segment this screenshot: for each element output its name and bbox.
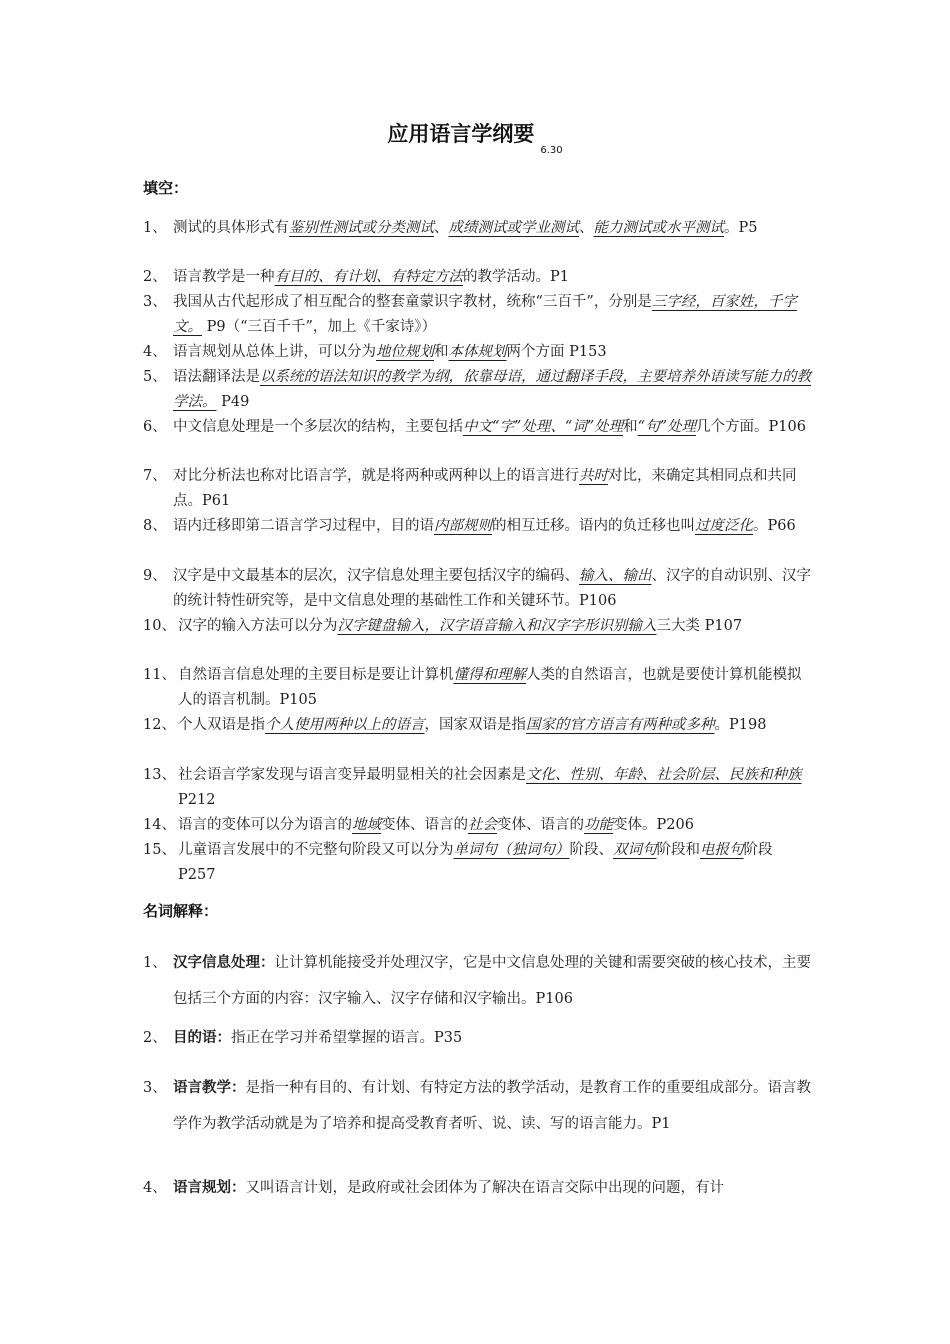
item-number: 4、 — [143, 1180, 167, 1196]
item-number: 5、 — [143, 369, 167, 385]
item-text: 变体、语言的 — [381, 817, 468, 833]
title-text: 应用语言学纲要 — [387, 122, 535, 146]
item-number: 6、 — [143, 419, 167, 435]
item-number: 4、 — [143, 344, 167, 360]
answer-text: 国家的官方语言有两种或多种 — [526, 717, 715, 733]
item-number: 1、 — [143, 220, 167, 236]
item-text: 、 — [434, 220, 449, 236]
item-text: 阶段、 — [569, 842, 613, 858]
item-number: 3、 — [143, 1080, 167, 1096]
item-text: ，国家双语是指 — [424, 717, 526, 733]
item-text: 两个方面 P153 — [506, 344, 607, 360]
item-number: 3、 — [143, 294, 167, 310]
terms-heading: 名词解释： — [143, 902, 219, 920]
fill-item — [143, 216, 811, 241]
fill-item — [143, 564, 811, 613]
item-text: 社会语言学家发现与语言变异最明显相关的社会因素是 — [178, 767, 526, 783]
answer-text: 过度泛化 — [695, 518, 753, 534]
answer-text: 社会 — [468, 817, 497, 833]
answer-text: 地域 — [352, 817, 381, 833]
answer-text: 内部规则 — [434, 518, 492, 534]
item-text: 阶段和 — [656, 842, 700, 858]
fill-item — [143, 464, 811, 513]
fill-item — [143, 265, 811, 290]
term-label: 汉字信息处理： — [173, 955, 275, 971]
item-text: P9（“三百千千”，加上《千家诗》） — [202, 318, 437, 335]
term-definition: 让计算机能接受并处理汉字，它是中文信息处理的关键和需要突破的核心技术，主要包括三个方面的内容：汉字输入、汉字存储和汉字输出。P106 — [173, 955, 811, 1007]
item-text: 汉字是中文最基本的层次，汉字信息处理主要包括汉字的编码、 — [173, 568, 579, 584]
item-text: P212 — [178, 791, 216, 808]
item-text: 变体、语言的 — [497, 817, 584, 833]
answer-text: 中文“字”处理、“词”处理 — [463, 419, 624, 435]
item-text: 儿童语言发展中的不完整句阶段又可以分为 — [178, 842, 454, 858]
item-number: 13、 — [143, 767, 176, 783]
fill-item — [143, 813, 811, 838]
fill-item — [143, 614, 811, 639]
date-label: 6.30 — [540, 145, 563, 156]
answer-text: 以系统的语法知识的教学为纲，依靠母语，通过翻译手段，主要培养外语读写能力的教学法。 — [173, 369, 811, 410]
answer-text: 懂得和理解 — [453, 667, 526, 683]
answer-text: 成绩测试或学业测试 — [448, 220, 579, 236]
fill-heading: 填空： — [143, 179, 189, 197]
item-text: 对比，来确定其相同点和共同点。P61 — [173, 468, 797, 509]
item-text: 人类的自然语言，也就是要使计算机能模拟人的语言机制。P105 — [178, 667, 802, 708]
fill-item — [143, 663, 811, 712]
item-text: 语法翻译法是 — [173, 369, 260, 385]
item-text: 语言的变体可以分为语言的 — [178, 817, 352, 833]
item-text: 自然语言信息处理的主要目标是要让计算机 — [178, 667, 454, 683]
item-number: 11、 — [143, 667, 176, 683]
term-definition: 指正在学习并希望掌握的语言。P35 — [231, 1030, 463, 1046]
item-number: 10、 — [143, 618, 176, 634]
item-text: 中文信息处理是一个多层次的结构，主要包括 — [173, 419, 463, 435]
item-text: 语言规划从总体上讲，可以分为 — [173, 344, 376, 360]
item-text: 、 — [579, 220, 594, 236]
item-text: 测试的具体形式有 — [173, 220, 289, 236]
fill-item — [143, 838, 811, 887]
answer-text: 三字经，百家姓，千字文。 — [173, 294, 797, 335]
term-definition: 是指一种有目的、有计划、有特定方法的教学活动，是教育工作的重要组成部分。语言教学作为教学活动就是为了培养和提高受教育者听、说、读、写的语言能力。P1 — [173, 1080, 811, 1132]
fill-item — [143, 713, 811, 738]
item-text: 语言教学是一种 — [173, 269, 275, 285]
item-number: 2、 — [143, 269, 167, 285]
answer-text: “句”处理 — [637, 419, 696, 435]
item-text: P49 — [216, 393, 250, 410]
item-text: 阶段 P257 — [178, 842, 773, 883]
item-number: 8、 — [143, 518, 167, 534]
item-text: 和 — [434, 344, 449, 360]
answer-text: 鉴别性测试或分类测试 — [289, 220, 434, 236]
term-item — [143, 1170, 811, 1206]
fill-item — [143, 514, 811, 539]
answer-text: 共时 — [579, 468, 608, 484]
answer-text: 电报句 — [700, 842, 744, 858]
item-text: 的教学活动。P1 — [463, 269, 569, 285]
item-number: 12、 — [143, 717, 176, 733]
item-text: 个人双语是指 — [178, 717, 265, 733]
item-text: 对比分析法也称对比语言学，就是将两种或两种以上的语言进行 — [173, 468, 579, 484]
item-text: 我国从古代起形成了相互配合的整套童蒙识字教材，统称“三百千”，分别是 — [173, 294, 652, 310]
answer-text: 文化、性别、年龄、社会阶层、民族和种族 — [526, 767, 802, 783]
item-number: 15、 — [143, 842, 176, 858]
item-text: 变体。P206 — [613, 817, 694, 833]
item-number: 2、 — [143, 1030, 167, 1046]
item-text: 和 — [623, 419, 638, 435]
term-item — [143, 1020, 811, 1056]
item-text: 。P66 — [753, 518, 796, 534]
item-text: 三大类 P107 — [656, 618, 743, 634]
term-label: 语言规划： — [173, 1180, 246, 1196]
answer-text: 个人使用两种以上的语言 — [265, 717, 425, 733]
term-label: 语言教学： — [173, 1080, 246, 1096]
term-item — [143, 1070, 811, 1142]
item-text: 的相互迁移。语内的负迁移也叫 — [492, 518, 695, 534]
item-text: 几个方面。P106 — [695, 419, 806, 435]
answer-text: 汉字键盘输入，汉字语音输入和汉字字形识别输入 — [337, 618, 657, 634]
answer-text: 地位规划 — [376, 344, 434, 360]
answer-text: 有目的、有计划、有特定方法 — [274, 269, 463, 285]
fill-item — [143, 340, 811, 365]
item-number: 1、 — [143, 955, 167, 971]
answer-text: 功能 — [584, 817, 613, 833]
item-number: 14、 — [143, 817, 176, 833]
answer-text: 单词句（独词句） — [453, 842, 570, 858]
term-item — [143, 945, 811, 1017]
fill-item — [143, 415, 811, 440]
item-text: 语内迁移即第二语言学习过程中，目的语 — [173, 518, 434, 534]
fill-item — [143, 290, 811, 339]
term-label: 目的语： — [173, 1030, 231, 1046]
answer-text: 输入、输出 — [579, 568, 652, 584]
page-title — [0, 118, 950, 156]
item-text: 。P5 — [724, 220, 758, 236]
term-definition: 又叫语言计划，是政府或社会团体为了解决在语言交际中出现的问题，有计 — [245, 1180, 724, 1196]
item-text: 、汉字的自动识别、汉字的统计特性研究等，是中文信息处理的基础性工作和关键环节。P106 — [173, 568, 811, 609]
fill-item — [143, 365, 811, 414]
item-text: 。P198 — [714, 717, 767, 733]
answer-text: 本体规划 — [448, 344, 507, 360]
answer-text: 双词句 — [613, 842, 657, 858]
item-text: 汉字的输入方法可以分为 — [178, 618, 338, 634]
fill-item — [143, 763, 811, 812]
item-number: 9、 — [143, 568, 167, 584]
answer-text: 能力测试或水平测试 — [593, 220, 724, 236]
item-number: 7、 — [143, 468, 167, 484]
